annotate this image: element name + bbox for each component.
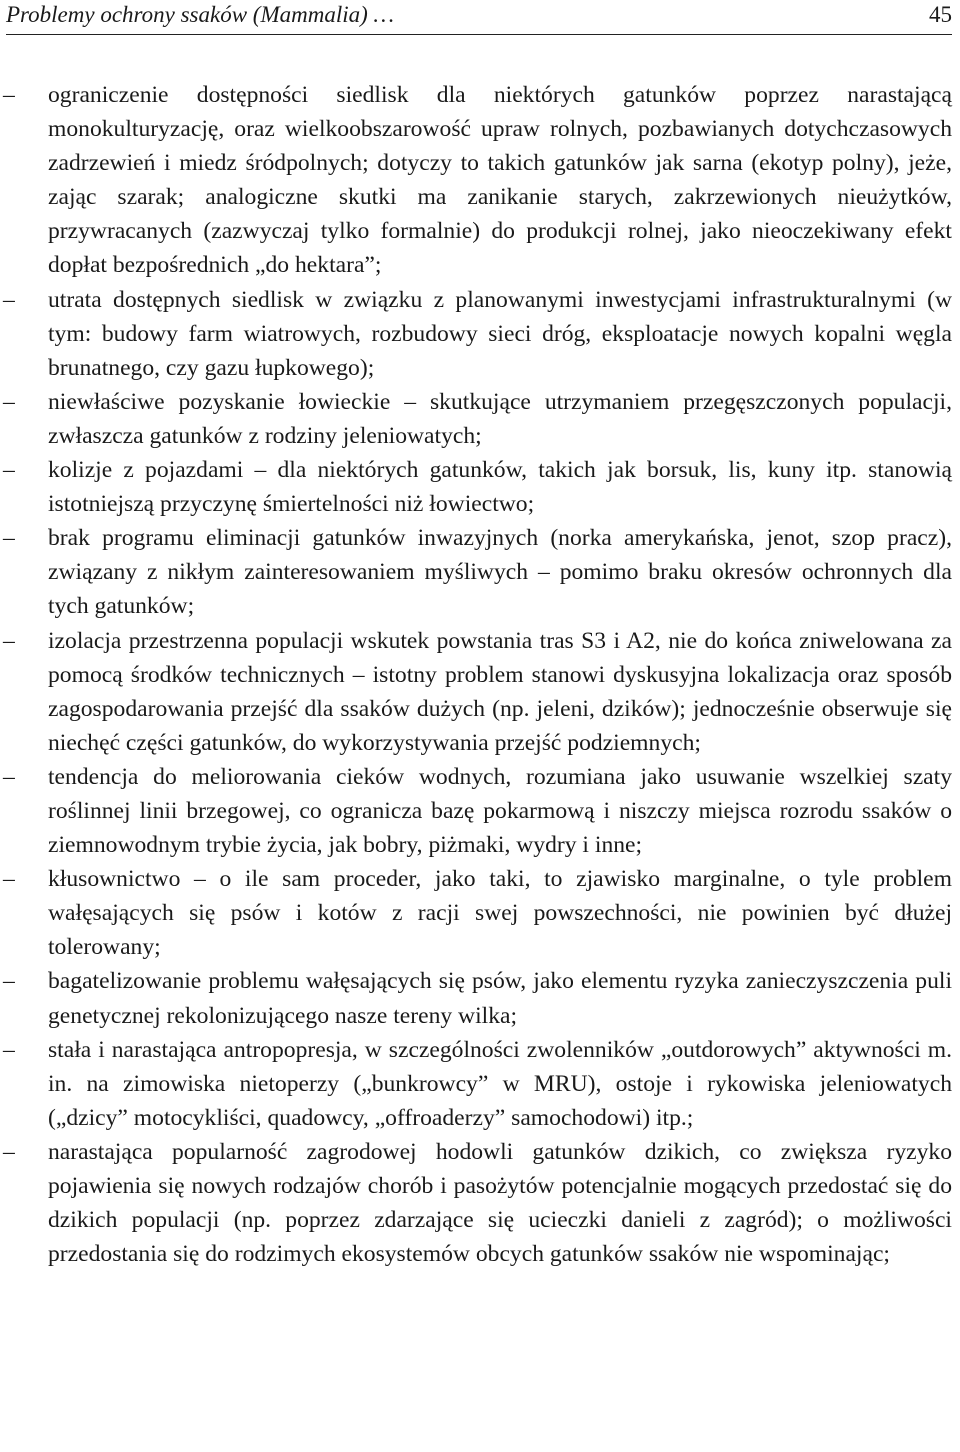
dash-bullet: –	[3, 1138, 15, 1165]
dash-bullet: –	[3, 525, 15, 552]
list-item	[0, 453, 960, 521]
dash-bullet: –	[3, 286, 15, 313]
page-number: 45	[929, 2, 952, 27]
list-item-text: utrata dostępnych siedlisk w związku z planowanymi inwestycjami infrastrukturalnymi (w tym: budowy farm wiatrowych, rozbudowy sieci dróg, eksploatacje nowych kopalni węgla brunatnego, czy gazu łupkowego);	[48, 286, 952, 381]
list-item-text: ograniczenie dostępności siedlisk dla niektórych gatunków poprzez narastającą monokulturyzację, oraz wielkoobszarowość upraw rolnych, pozbawianych dotychczasowych zadrzewień i miedz śródpolnych; dotyczy to takich gatunków jak sarna (ekotyp polny), jeże, zając szarak; analogiczne skutki ma zanikanie starych, zakrzewionych nieużytków, przywracanych (zazwyczaj tylko formalnie) do produkcji rolnej, jako nieoczekiwany efekt dopłat bezpośrednich „do hektara”;	[48, 82, 952, 279]
list-item-text: stała i narastająca antropopresja, w szczególności zwolenników „outdorowych” aktywności m. in. na zimowiska nietoperzy („bunkrowcy” w MRU), ostoje i rykowiska jeleniowatych („dzicy” motocykliści, quadowcy, „offroaderzy” samochodowi) itp.;	[48, 1036, 952, 1131]
dash-bullet: –	[3, 82, 15, 108]
dash-bullet: –	[3, 388, 15, 415]
list-item	[0, 521, 960, 623]
list-item	[0, 283, 960, 385]
running-header-title: Problemy ochrony ssaków (Mammalia) …	[6, 2, 394, 27]
dash-bullet: –	[3, 968, 15, 995]
list-item-text: tendencja do meliorowania cieków wodnych, rozumiana jako usuwanie wszelkiej szaty roślinnej linii brzegowej, co ogranicza bazę pokarmową i niszczy miejsca rozrodu ssaków o ziemnowodnym trybie życia, jak bobry, piżmaki, wydry i inne;	[48, 763, 952, 859]
list-item	[0, 78, 960, 283]
list-item	[0, 862, 960, 964]
dash-bullet: –	[3, 627, 15, 654]
list-item-text: narastająca popularność zagrodowej hodowli gatunków dzikich, co zwiększa ryzyko pojawienia się nowych rodzajów chorób i pasożytów potencjalnie mogących przedostać się do dzikich populacji (np. poprzez zdarzające się ucieczki danieli z zagród); o możliwości przedostania się do rodzimych ekosystemów obcych gatunków ssaków nie wspominając;	[48, 1138, 952, 1268]
list-item	[0, 385, 960, 453]
threats-list	[0, 78, 960, 1271]
list-item	[0, 624, 960, 760]
list-item-text: niewłaściwe pozyskanie łowieckie – skutkujące utrzymaniem przegęszczonych populacji, zwłaszcza gatunków z rodziny jeleniowatych;	[48, 388, 952, 449]
list-item-text: kłusownictwo – o ile sam proceder, jako taki, to zjawisko marginalne, o tyle problem wałęsających się psów i kotów z racji swej powszechności, nie powinien być dłużej tolerowany;	[48, 866, 952, 961]
list-item	[0, 964, 960, 1032]
running-header	[6, 0, 952, 35]
list-item-text: bagatelizowanie problemu wałęsających się psów, jako elementu ryzyka zanieczyszczenia puli genetycznej rekolonizującego nasze tereny wilka;	[48, 968, 952, 1029]
list-item	[0, 760, 960, 862]
list-item-text: kolizje z pojazdami – dla niektórych gatunków, takich jak borsuk, lis, kuny itp. stanowią istotniejszą przyczynę śmiertelności niż łowiectwo;	[48, 457, 952, 518]
list-item	[0, 1033, 960, 1135]
dash-bullet: –	[3, 866, 15, 893]
list-item-text: brak programu eliminacji gatunków inwazyjnych (norka amerykańska, jenot, szop pracz), związany z nikłym zainteresowaniem myśliwych – pomimo braku okresów ochronnych dla tych gatunków;	[48, 525, 952, 620]
list-item	[0, 1135, 960, 1271]
dash-bullet: –	[3, 457, 15, 484]
dash-bullet: –	[3, 1036, 15, 1063]
dash-bullet: –	[3, 763, 15, 790]
list-item-text: izolacja przestrzenna populacji wskutek powstania tras S3 i A2, nie do końca zniwelowana za pomocą środków technicznych – istotny problem stanowi dyskusyjna lokalizacja oraz sposób zagospodarowania przejść dla ssaków dużych (np. jeleni, dzików); jednocześnie obserwuje się niechęć części gatunków, do wykorzystywania przejść podziemnych;	[48, 627, 952, 756]
